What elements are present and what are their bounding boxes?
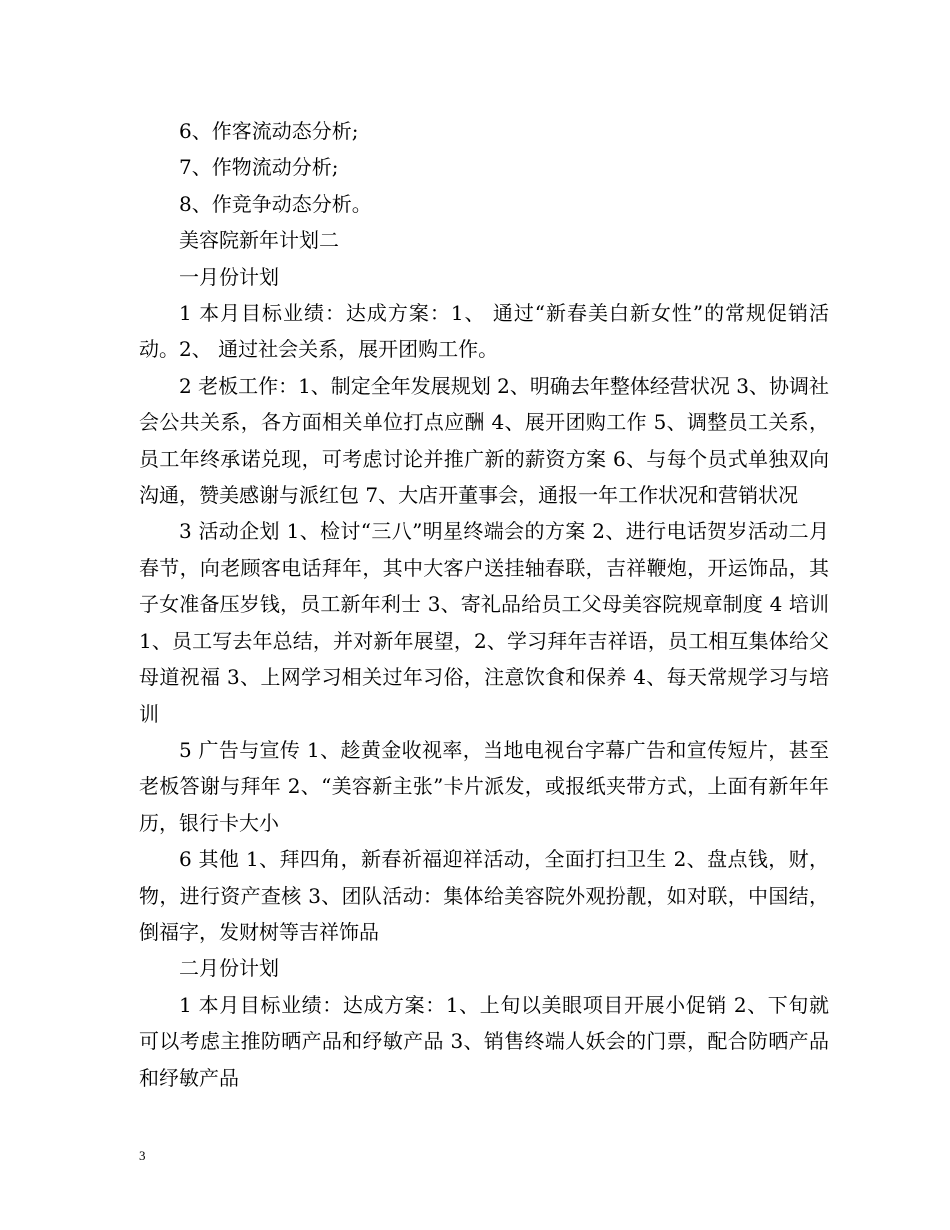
paragraph-other: 6 其他 1、拜四角，新春祈福迎祥活动，全面打扫卫生 2、盘点钱，财，物，进行资产查核 3、团队活动：集体给美容院外观扮靓，如对联，中国结，倒福字，发财树等吉祥饰品 — [139, 847, 829, 944]
subheading-january-plan: 一月份计划 — [179, 264, 279, 289]
paragraph-item-6: 6、作客流动态分析; — [179, 119, 359, 143]
paragraph-activity-planning: 3 活动企划 1、检讨“三八”明星终端会的方案 2、进行电话贺岁活动二月春节，向老顾客电话拜年，其中大客户送挂轴春联，吉祥鞭炮，开运饰品，其子女准备压岁钱，员工新年利士 3、寄礼品给员工父母美容院规章制度 4 培训 1、员工写去年总结，并对新年展望，2、学习拜年吉祥语，员工相互集体给父母道祝福 3、上网学习相关过年习俗，注意饮食和保养 4、每天常规学习与培训 — [139, 519, 829, 726]
subheading-february-plan: 二月份计划 — [179, 956, 279, 981]
page-number: 3 — [139, 1148, 146, 1163]
paragraph-item-8: 8、作竞争动态分析。 — [179, 191, 372, 216]
paragraph-item-7: 7、作物流动分析; — [179, 155, 339, 180]
paragraph-advertising: 5 广告与宣传 1、趁黄金收视率，当地电视台字幕广告和宣传短片，甚至老板答谢与拜年 2、“美容新主张”卡片派发，或报纸夹带方式，上面有新年年历，银行卡大小 — [139, 737, 829, 835]
document-body — [139, 113, 829, 1096]
paragraph-february-target: 1 本月目标业绩：达成方案：1、上旬以美眼项目开展小促销 2、下旬就可以考虑主推防晒产品和纾敏产品 3、销售终端人妖会的门票，配合防晒产品和纾敏产品 — [139, 992, 829, 1090]
paragraph-january-target: 1 本月目标业绩：达成方案：1、 通过“新春美白新女性”的常规促销活动。2、 通过社会关系，展开团购工作。 — [139, 301, 829, 362]
section-heading-plan-two: 美容院新年计划二 — [179, 228, 339, 253]
paragraph-boss-work: 2 老板工作：1、制定全年发展规划 2、明确去年整体经营状况 3、协调社会公共关系，各方面相关单位打点应酬 4、展开团购工作 5、调整员工关系，员工年终承诺兑现，可考虑讨论并推广新的薪资方案 6、与每个员式单独双向沟通，赞美感谢与派红包 7、大店开董事会，通报一年工作状况和营销状况 — [139, 373, 829, 508]
